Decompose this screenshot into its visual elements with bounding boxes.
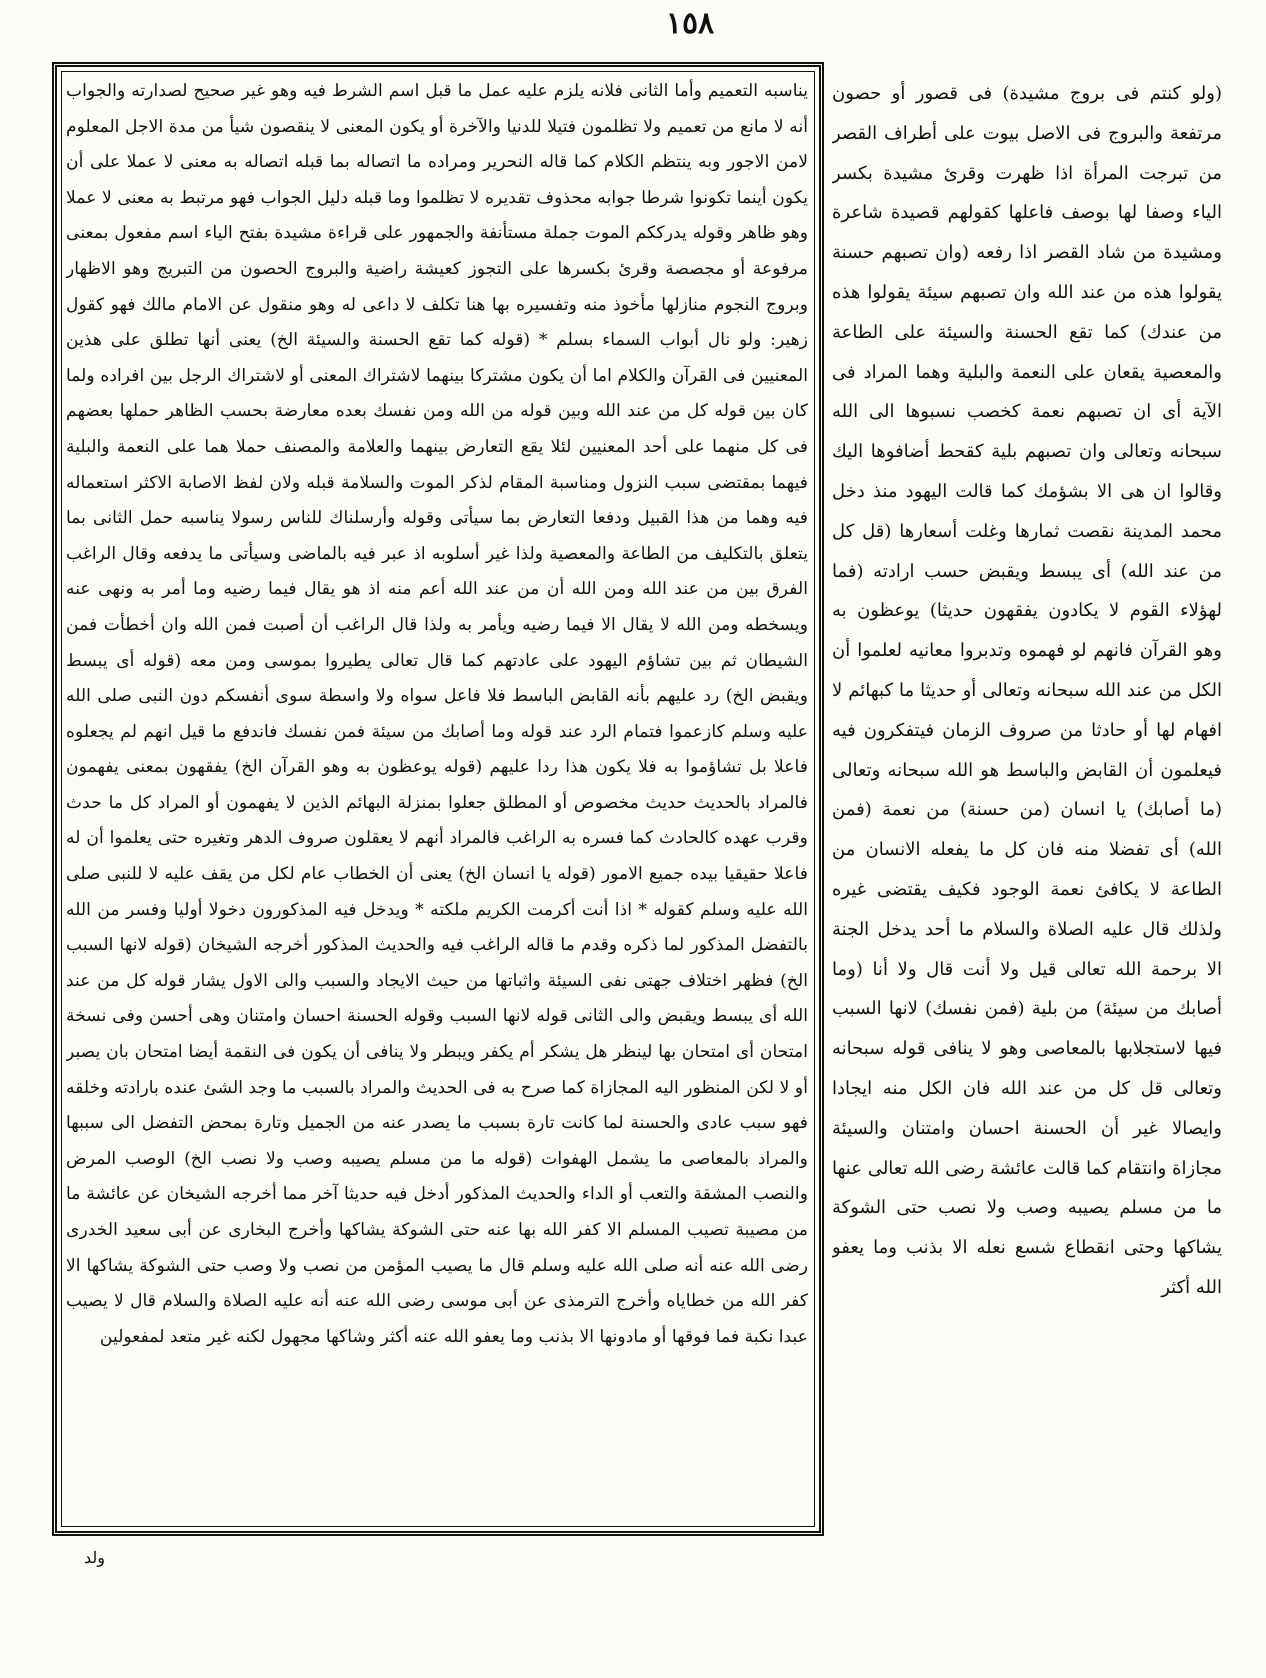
main-commentary-text: يناسبه التعميم وأما الثانى فلانه يلزم عليه عمل ما قبل اسم الشرط فيه وهو غير صحيح لصدارته والجواب أنه لا مانع من تعميم ولا تظلمون فتيلا للدنيا والآخرة أو يكون المعنى لا ينقصون شيأ من مدة الاجل المعلوم لامن الاجور وبه ينتظم الكلام كما قاله النحرير ومراده ما اتصاله بما قبله اتصاله به معنى لا عملا على أن يكون أينما تكونوا شرطا جوابه محذوف تقديره لا تظلموا وما قبله دليل الجواب فهو مرتبط به معنى لا عملا وهو ظاهر وقوله يدرككم الموت جملة مستأنفة والجمهور على قراءة مشيدة بفتح الياء اسم مفعول بمعنى مرفوعة أو مجصصة وقرئ بكسرها على التجوز كعيشة راضية والبروج الحصون من التبريج وهو الاظهار وبروج النجوم منازلها مأخوذ منه وتفسيره بها هنا تكلف لا داعى له وهو منقول عن الامام مالك فهو كقول زهير: ولو نال أبواب السماء بسلم * (قوله كما تقع الحسنة والسيئة الخ) يعنى أنها تطلق على هذين المعنيين فى القرآن والكلام اما أن يكون مشتركا بينهما لاشتراك المعنى أو لاشتراك الرجل بين افراده ولما كان بين قوله كل من عند الله وبين قوله من الله ومن نفسك بعده معارضة بحسب الظاهر حملها بعضهم فى كل منهما على أحد المعنيين لئلا يقع التعارض بينهما والعلامة والمصنف حملا هما على النعمة والبلية فيهما بمقتضى سبب النزول ومناسبة المقام لذكر الموت والسلامة قبله ولان لفظ الاصابة الاكثر استعماله فيه وهما من هذا القبيل ودفعا التعارض بما سيأتى وقوله وأرسلناك للناس رسولا يناسبه حمل الثانى بما يتعلق بالتكليف من الطاعة والمعصية ولذا غير أسلوبه اذ عبر فيه بالماضى وسيأتى ما يدفعه وقال الراغب الفرق بين من عند الله ومن الله أن من عند الله أعم منه اذ هو يقال فيما رضيه وما أمر به ونهى عنه ويسخطه ومن الله لا يقال الا فيما رضيه ويأمر به ولذا قال الراغب أن أصبت فمن الله وان أخطأت فمن الشيطان ثم بين تشاؤم اليهود على عادتهم كما قال تعالى يطيروا بموسى ومن معه (قوله أى يبسط ويقبض الخ) رد عليهم بأنه القابض الباسط فلا فاعل سواه ولا واسطة سوى أنفسكم دون النبى صلى الله عليه وسلم كازعموا فتمام الرد عند قوله وما أصابك من سيئة فمن نفسك فاندفع ما قيل انهم لم يجعلوه فاعلا بل تشاؤموا به فلا يكون هذا ردا عليهم (قوله يوعظون به وهو القرآن الخ) يفقهون بمعنى يفهمون فالمراد بالحديث حديث مخصوص أو المطلق جعلوا بمنزلة البهائم الذين لا يفهمون أو المراد كل ما حدث وقرب عهده كالحادث كما فسره به الراغب فالمراد أنهم لا يعقلون صروف الدهر وتغيره حتى يعلموا أن له فاعلا حقيقيا بيده جميع الامور (قوله يا انسان الخ) يعنى أن الخطاب عام لكل من يقف عليه لا للنبى صلى الله عليه وسلم كقوله * اذا أنت أكرمت الكريم ملكته * ويدخل فيه المذكورون دخولا أوليا وفسر من الله بالتفضل المذكور لما ذكره وقدم ما قاله الراغب فيه والحديث المذكور أخرجه الشيخان (قوله لانها السبب الخ) فظهر اختلاف جهتى نفى السيئة واثباتها من حيث الايجاد والسبب والى الاول يشار قوله كل من عند الله أى يبسط ويقبض والى الثانى قوله لانها السبب وقوله الحسنة احسان وامتنان وهى أحسن وفى نسخة امتحان أى امتحان بها لينظر هل يشكر أم يكفر ويبطر ولا ينافى أن يكون فى النقمة أيضا امتحان بان يصبر أو لا لكن المنظور اليه المجازاة كما صرح به فى الحديث والمراد بالسبب ما وجد الشئ عنده بارادته وخلقه فهو سبب عادى والحسنة لما كانت تارة بسبب ما يصدر عنه من الجميل وتارة بمحض التفضل الى سببها والمراد بالمعاصى ما يشمل الهفوات (قوله ما من مسلم يصيبه وصب ولا نصب الخ) الوصب المرض والنصب المشقة والتعب أو الداء والحديث المذكور أدخل فيه حديثا آخر مما أخرجه الشيخان عن عائشة ما من مصيبة تصيب المسلم الا كفر الله بها عنه حتى الشوكة يشاكها وأخرج البخارى عن أبى سعيد الخدرى رضى الله عنه أنه صلى الله عليه وسلم قال ما يصيب المؤمن من نصب ولا وصب حتى الشوكة يشاكها الا كفر الله من خطاياه وأخرج الترمذى عن أبى موسى رضى الله عنه أنه عليه الصلاة والسلام قال لا يصيب عبدا نكبة فما فوقها أو مادونها الا بذنب وما يعفو الله عنه أكثر وشاكها مجهول لكنه غير متعد لمفعولين (66, 81, 808, 1347)
page-number: ١٥٨ (665, 6, 715, 41)
catchword: ولد (84, 1548, 105, 1567)
margin-commentary-text: (ولو كنتم فى بروج مشيدة) فى قصور أو حصون مرتفعة والبروج فى الاصل بيوت على أطراف القصر من تبرجت المرأة اذا ظهرت وقرئ مشيدة بكسر الياء وصفا لها بوصف فاعلها كقولهم قصيدة شاعرة ومشيدة من شاد القصر اذا رفعه (وان تصبهم حسنة يقولوا هذه من عند الله وان تصبهم سيئة يقولوا هذه من عندك) كما تقع الحسنة والسيئة على الطاعة والمعصية يقعان على النعمة والبلية وهما المراد فى الآية أى ان تصبهم نعمة كخصب نسبوها الى الله سبحانه وتعالى وان تصبهم بلية كقحط أضافوها اليك وقالوا ان هى الا بشؤمك كما قالت اليهود منذ دخل محمد المدينة نقصت ثمارها وغلت أسعارها (قل كل من عند الله) أى يبسط ويقبض حسب ارادته (فما لهؤلاء القوم لا يكادون يفقهون حديثا) يوعظون به وهو القرآن فانهم لو فهموه وتدبروا معانيه لعلموا أن الكل من عند الله سبحانه وتعالى أو حديثا ما كبهائم لا افهام لها أو حادثا من صروف الزمان فيتفكرون فيه فيعلمون أن القابض والباسط هو الله سبحانه وتعالى (ما أصابك) يا انسان (من حسنة) من نعمة (فمن الله) أى تفضلا منه فان كل ما يفعله الانسان من الطاعة لا يكافئ نعمة الوجود فكيف يقتضى غيره ولذلك قال عليه الصلاة والسلام ما أحد يدخل الجنة الا برحمة الله تعالى قيل ولا أنت قال ولا أنا (وما أصابك من سيئة) من بلية (فمن نفسك) لانها السبب فيها لاستجلابها بالمعاصى وهو لا ينافى قوله سبحانه وتعالى قل كل من عند الله فان الكل منه ايجادا وايصالا غير أن الحسنة احسان وامتنان والسيئة مجازاة وانتقام كما قالت عائشة رضى الله تعالى عنها ما من مسلم يصيبه وصب ولا نصب حتى الشوكة يشاكها وحتى انقطاع شسع نعله الا بذنب وما يعفو الله أكثر (832, 83, 1222, 1298)
